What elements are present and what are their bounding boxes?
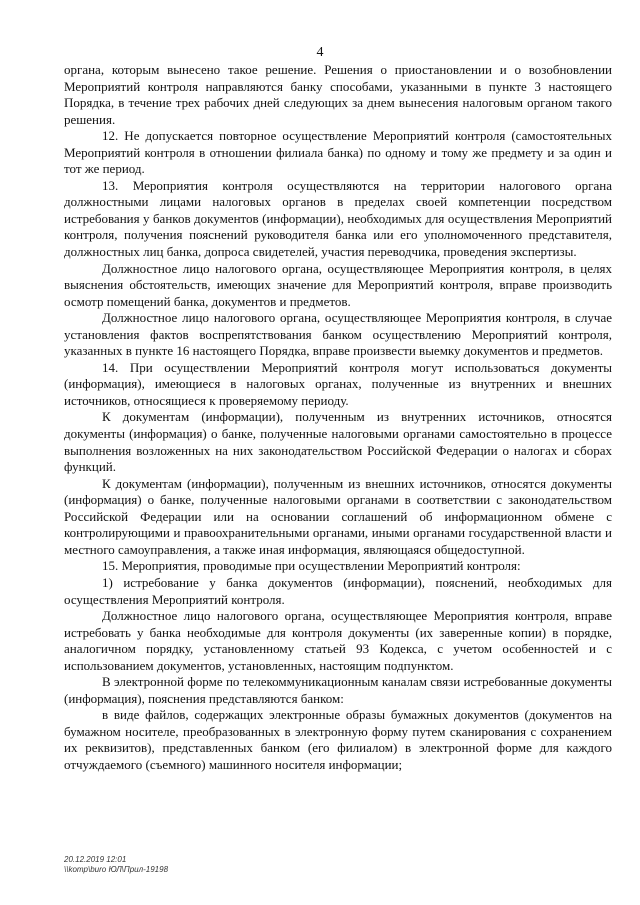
paragraph-item-13: 13. Мероприятия контроля осуществляются на территории налогового органа должностными лицами налоговых органов в пределах своей компетенции посредством истребования у банков документов (информации), необходимых для осуществления Мероприятий контроля, получения пояснений руководителя банка или его уполномоченного представителя, должностных лиц банка, допроса свидетелей, участия переводчика, проведения экспертизы. — [64, 177, 612, 260]
paragraph-inspection-right: Должностное лицо налогового органа, осуществляющее Мероприятия контроля, в целях выяснения обстоятельств, имеющих значение для Мероприятий контроля, вправе производить осмотр помещений банка, документов и предметов. — [64, 260, 612, 309]
paragraph-item-15: 15. Мероприятия, проводимые при осуществлении Мероприятий контроля: — [102, 558, 521, 574]
paragraph-subitem-1: 1) истребование у банка документов (информации), пояснений, необходимых для осуществления Мероприятий контроля. — [64, 574, 612, 607]
paragraph-electronic-form: В электронной форме по телекоммуникационным каналам связи истребованные документы (информация), пояснения представляются банком: — [64, 674, 612, 706]
page-number: 4 — [316, 45, 324, 60]
paragraph-seizure-right: Должностное лицо налогового органа, осуществляющее Мероприятия контроля, в случае установления фактов воспрепятствования банком осуществлению Мероприятий контроля, указанных в пункте 16 настоящего Порядка, вправе произвести выемку документов и предметов. — [64, 310, 612, 359]
paragraph-internal-sources: К документам (информации), полученным из внутренних источников, относятся документы (информация) о банке, полученные налоговыми органами самостоятельно в процессе выполнения возложенных на них законодательством Российской Федерации о налогах и сборах функций. — [64, 409, 612, 475]
footer-file-path: \\komp\buro ЮЛ\Прил-19198 — [64, 865, 169, 874]
document-body — [64, 62, 612, 774]
paragraph-item-12: 12. Не допускается повторное осуществление Мероприятий контроля (самостоятельных Мероприятий контроля в отношении филиала банка) по одному и тому же предмету и за один и тот же период. — [64, 128, 612, 177]
paragraph-external-sources: К документам (информации), полученным из внешних источников, относятся документы (информация) о банке, полученные налоговыми органами в соответствии с законодательством Российской Федерации или на основании соглашений об информационном обмене с контролирующими и правоохранительными органами, иными органами государственной власти и местного самоуправления, а также иная информация, являющаяся общедоступной. — [64, 475, 612, 557]
paragraph-continuation: органа, которым вынесено такое решение. Решения о приостановлении и о возобновлении Мероприятий контроля направляются банку способами, указанными в пункте 3 настоящего Порядка, в течение трех рабочих дней следующих за днем вынесения налоговым органом такого решения. — [64, 62, 612, 127]
paragraph-item-14: 14. При осуществлении Мероприятий контроля могут использоваться документы (информация), имеющиеся в налоговых органах, полученные из внутренних и внешних источников, относящиеся к проверяемому периоду. — [64, 359, 612, 408]
footer-timestamp: 20.12.2019 12:01 — [64, 855, 127, 864]
paragraph-file-format: в виде файлов, содержащих электронные образы бумажных документов (документов на бумажном носителе, преобразованных в электронную форму путем сканирования с сохранением их реквизитов), представленных банком (его филиалом) в электронной форме для каждого отчуждаемого (съемного) машинного носителя информации; — [64, 707, 612, 772]
document-footer — [64, 855, 168, 875]
paragraph-request-right: Должностное лицо налогового органа, осуществляющее Мероприятия контроля, вправе истребовать у банка необходимые для контроля документы (их заверенные копии) в порядке, аналогичном порядку, установленному статьей 93 Кодекса, с учетом особенностей и с использованием документов, установленных, настоящим подпунктом. — [64, 608, 612, 673]
